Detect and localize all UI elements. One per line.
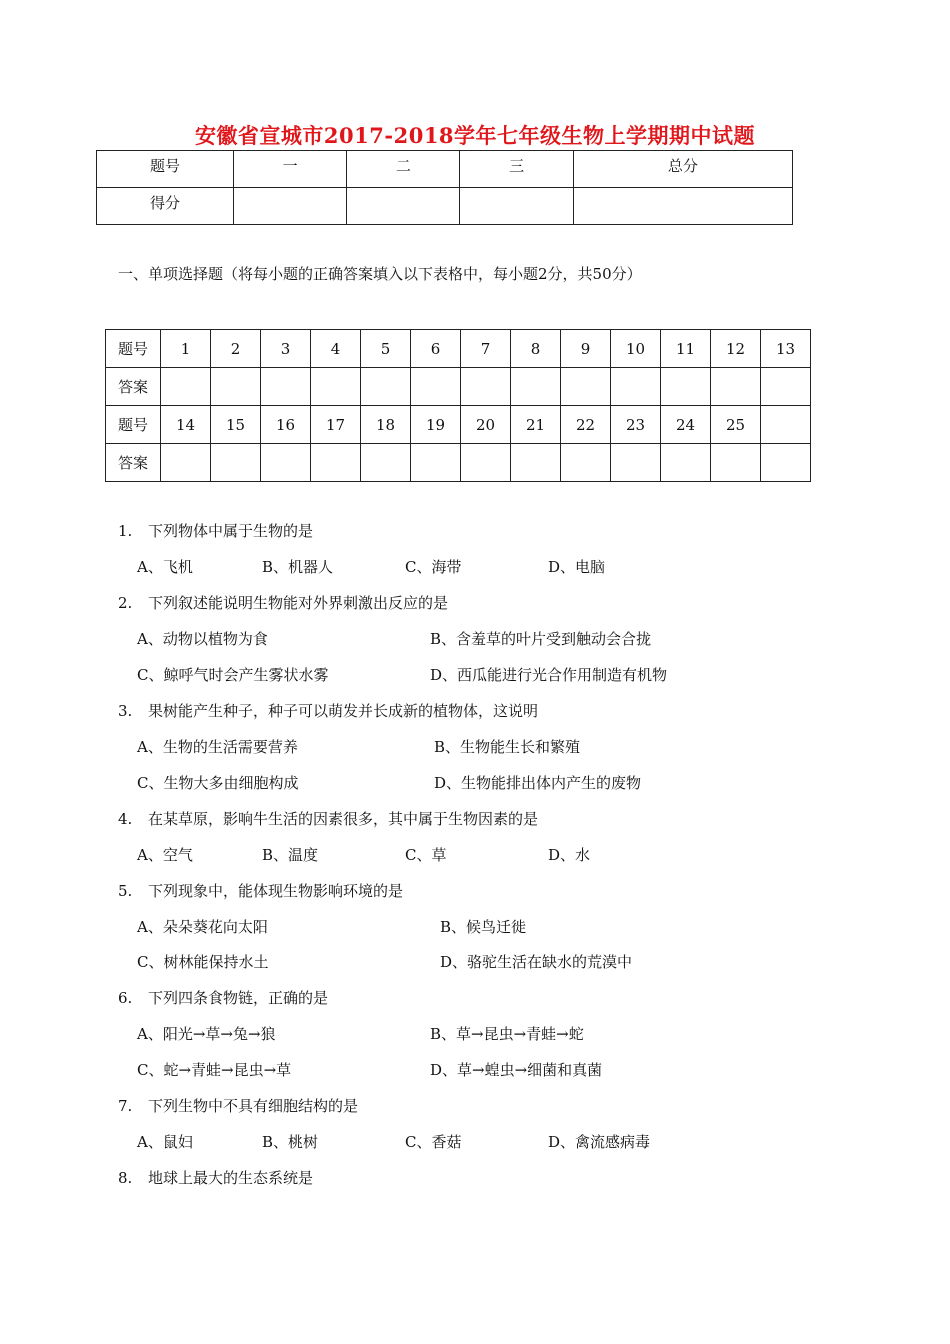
answer-cell[interactable] [261,444,311,482]
row-label-ans: 答案 [106,368,161,406]
answer-cell[interactable] [511,368,561,406]
score-header-cell: 题号 [97,151,234,188]
option-a: A、阳光→草→兔→狼 [137,1025,276,1043]
option-b: B、生物能生长和繁殖 [434,738,581,756]
question-num-cell: 9 [561,330,611,368]
question-num-cell: 8 [511,330,561,368]
question-text: 果树能产生种子，种子可以萌发并长成新的植物体，这说明 [148,702,539,720]
question-num-cell: 12 [711,330,761,368]
score-row-label: 得分 [97,188,234,225]
option-c: C、生物大多由细胞构成 [137,774,299,792]
score-table-header-row [97,151,793,188]
option-b: B、桃树 [262,1133,319,1151]
option-b: B、草→昆虫→青蛙→蛇 [430,1025,584,1043]
option-b: B、机器人 [262,558,334,576]
option-d: D、草→蝗虫→细菌和真菌 [430,1061,603,1079]
question-7 [118,1095,358,1116]
answer-cell[interactable] [561,444,611,482]
answer-cell[interactable] [661,444,711,482]
answer-cell[interactable] [311,444,361,482]
question-num-cell: 24 [661,406,711,444]
question-num-cell [761,406,811,444]
question-num-cell: 10 [611,330,661,368]
option-d: D、禽流感病毒 [548,1133,651,1151]
answer-cell[interactable] [311,368,361,406]
option-a: A、朵朵葵花向太阳 [137,918,268,936]
question-number: 5. [118,882,133,900]
question-num-cell: 11 [661,330,711,368]
question-num-cell: 25 [711,406,761,444]
score-header-cell: 总分 [573,151,792,188]
score-header-cell: 一 [234,151,347,188]
question-num-cell: 1 [161,330,211,368]
question-num-cell: 2 [211,330,261,368]
row-label-num: 题号 [106,330,161,368]
option-b: B、含羞草的叶片受到触动会合拢 [430,630,652,648]
answer-cell[interactable] [461,444,511,482]
answer-table-num-row [106,406,811,444]
answer-cell[interactable] [261,368,311,406]
question-1 [118,520,313,541]
answer-cell[interactable] [211,368,261,406]
answer-cell[interactable] [411,444,461,482]
answer-cell[interactable] [661,368,711,406]
answer-cell[interactable] [161,444,211,482]
question-num-cell: 21 [511,406,561,444]
option-c: C、鲸呼气时会产生雾状水雾 [137,666,329,684]
question-num-cell: 23 [611,406,661,444]
row-label-num: 题号 [106,406,161,444]
question-num-cell: 18 [361,406,411,444]
question-8 [118,1167,313,1188]
question-number: 8. [118,1169,133,1187]
answer-cell[interactable] [361,444,411,482]
question-text: 下列物体中属于生物的是 [148,522,314,540]
question-number: 3. [118,702,133,720]
option-c: C、海带 [405,558,462,576]
section-heading: 一、单项选择题（将每小题的正确答案填入以下表格中，每小题2分，共50分） [118,265,642,283]
score-entry-cell[interactable] [234,188,347,225]
question-number: 1. [118,522,133,540]
question-text: 下列四条食物链，正确的是 [148,989,329,1007]
question-num-cell: 6 [411,330,461,368]
answer-cell[interactable] [511,444,561,482]
question-num-cell: 7 [461,330,511,368]
score-header-cell: 二 [347,151,460,188]
question-num-cell: 22 [561,406,611,444]
question-number: 7. [118,1097,133,1115]
question-num-cell: 20 [461,406,511,444]
score-table [96,150,793,225]
question-num-cell: 14 [161,406,211,444]
row-label-ans: 答案 [106,444,161,482]
question-text: 地球上最大的生态系统是 [148,1169,314,1187]
question-num-cell: 13 [761,330,811,368]
score-header-cell: 三 [460,151,573,188]
answer-table-ans-row [106,444,811,482]
question-num-cell: 16 [261,406,311,444]
option-d: D、西瓜能进行光合作用制造有机物 [430,666,668,684]
question-num-cell: 19 [411,406,461,444]
question-text: 下列生物中不具有细胞结构的是 [148,1097,359,1115]
option-d: D、骆驼生活在缺水的荒漠中 [440,953,633,971]
question-num-cell: 15 [211,406,261,444]
option-a: A、飞机 [137,558,193,576]
answer-cell[interactable] [211,444,261,482]
score-entry-cell[interactable] [573,188,792,225]
question-4 [118,808,538,829]
option-c: C、蛇→青蛙→昆虫→草 [137,1061,292,1079]
answer-cell[interactable] [711,368,761,406]
question-2 [118,592,448,613]
option-a: A、鼠妇 [137,1133,193,1151]
question-text: 下列现象中，能体现生物影响环境的是 [148,882,404,900]
answer-cell[interactable] [761,444,811,482]
answer-table-num-row [106,330,811,368]
answer-cell[interactable] [361,368,411,406]
answer-cell[interactable] [611,444,661,482]
question-num-cell: 5 [361,330,411,368]
option-a: A、生物的生活需要营养 [137,738,298,756]
option-c: C、香菇 [405,1133,462,1151]
question-5 [118,880,403,901]
question-num-cell: 17 [311,406,361,444]
score-entry-cell[interactable] [347,188,460,225]
option-c: C、树林能保持水土 [137,953,269,971]
option-b: B、候鸟迁徙 [440,918,527,936]
answer-cell[interactable] [611,368,661,406]
option-a: A、动物以植物为食 [137,630,268,648]
question-text: 下列叙述能说明生物能对外界刺激出反应的是 [148,594,449,612]
answer-cell[interactable] [761,368,811,406]
answer-cell[interactable] [411,368,461,406]
question-num-cell: 3 [261,330,311,368]
answer-table-ans-row [106,368,811,406]
question-number: 2. [118,594,133,612]
answer-cell[interactable] [711,444,761,482]
question-number: 6. [118,989,133,1007]
option-d: D、电脑 [548,558,606,576]
option-a: A、空气 [137,846,193,864]
question-num-cell: 4 [311,330,361,368]
option-b: B、温度 [262,846,319,864]
answer-table [105,329,811,482]
question-text: 在某草原，影响牛生活的因素很多，其中属于生物因素的是 [148,810,539,828]
document-title: 安徽省宣城市2017-2018学年七年级生物上学期期中试题 [194,123,756,148]
question-3 [118,700,538,721]
answer-cell[interactable] [561,368,611,406]
answer-cell[interactable] [461,368,511,406]
option-d: D、水 [548,846,591,864]
option-c: C、草 [405,846,447,864]
score-table-score-row [97,188,793,225]
question-number: 4. [118,810,133,828]
score-entry-cell[interactable] [460,188,573,225]
answer-cell[interactable] [161,368,211,406]
question-6 [118,987,328,1008]
option-d: D、生物能排出体内产生的废物 [434,774,642,792]
